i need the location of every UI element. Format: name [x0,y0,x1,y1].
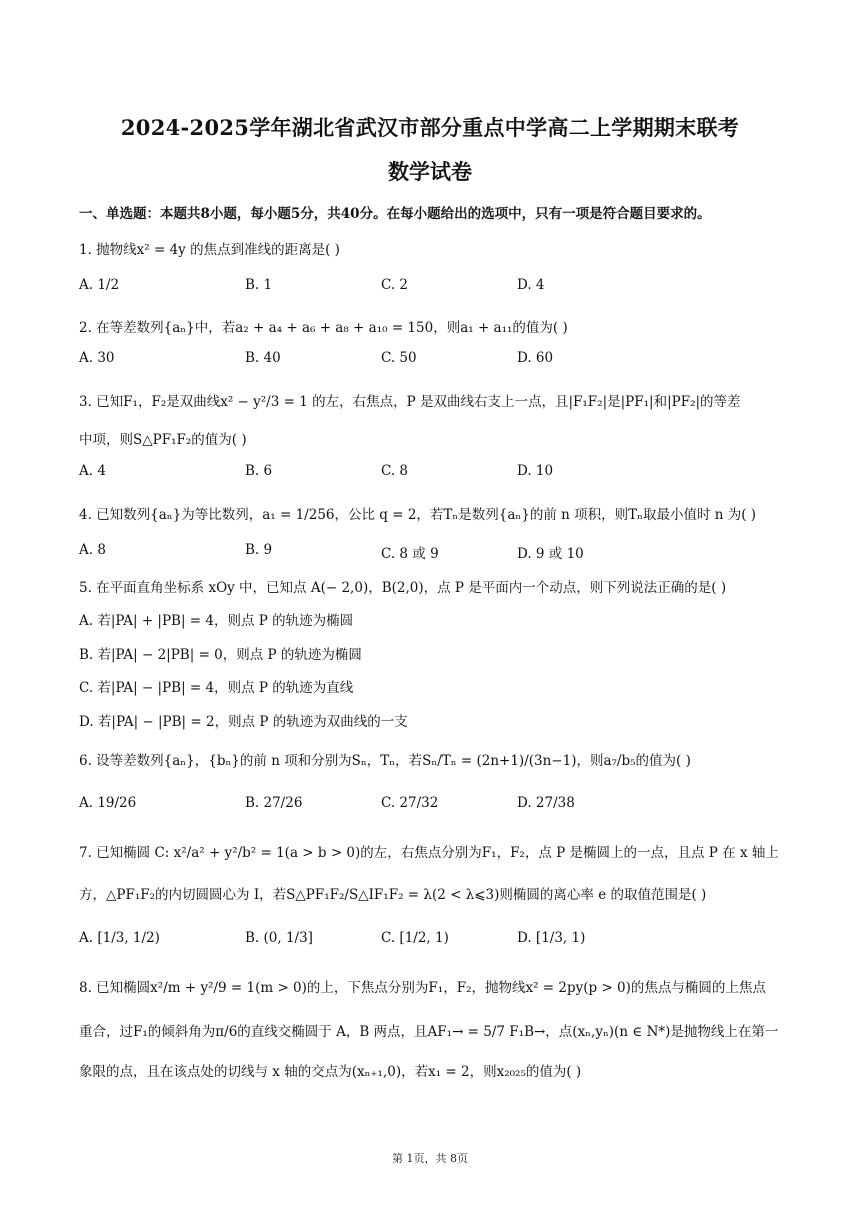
question-6-option-a: A. 19/26 [79,795,137,811]
question-6-option-c: C. 27/32 [381,795,439,811]
question-3-option-a: A. 4 [79,463,106,479]
question-5-option-d: D. 若|PA| − |PB| = 2，则点 P 的轨迹为双曲线的一支 [79,714,408,730]
question-7-option-d: D. [1/3, 1) [517,930,586,946]
question-8-stem-line-2: 重合，过F₁的倾斜角为π/6的直线交椭圆于 A，B 两点，且AF₁→ = 5/7 F₁B→，点(xₙ,yₙ)(n ∈ N*)是抛物线上在第一 [79,1024,779,1040]
question-4-option-a: A. 8 [79,542,106,558]
exam-subtitle: 数学试卷 [388,159,472,184]
question-3-stem-line-2: 中项，则S△PF₁F₂的值为( ) [79,432,247,448]
question-8-stem-line-1: 8. 已知椭圆x²/m + y²/9 = 1(m > 0)的上，下焦点分别为F₁，F₂，抛物线x² = 2py(p > 0)的焦点与椭圆的上焦点 [79,980,766,996]
exam-title: 2024-2025学年湖北省武汉市部分重点中学高二上学期期末联考 [120,115,740,140]
question-7-stem-line-1: 7. 已知椭圆 C: x²/a² + y²/b² = 1(a > b > 0)的左，右焦点分别为F₁，F₂，点 P 是椭圆上的一点，且点 P 在 x 轴上 [79,845,779,861]
question-7-option-a: A. [1/3, 1/2) [79,930,160,946]
question-5-option-a: A. 若|PA| + |PB| = 4，则点 P 的轨迹为椭圆 [79,613,354,629]
question-1-option-b: B. 1 [245,277,273,293]
question-7-option-b: B. (0, 1/3] [245,930,313,946]
question-3-stem-line-1: 3. 已知F₁，F₂是双曲线x² − y²/3 = 1 的左，右焦点，P 是双曲线右支上一点，且|F₁F₂|是|PF₁|和|PF₂|的等差 [79,394,741,410]
question-4-stem: 4. 已知数列{aₙ}为等比数列，a₁ = 1/256，公比 q = 2，若Tₙ是数列{aₙ}的前 n 项积，则Tₙ取最小值时 n 为( ) [79,507,757,523]
question-1-option-d: D. 4 [517,277,545,293]
question-2-option-b: B. 40 [245,350,281,366]
page-footer: 第 1页，共 8页 [392,1152,468,1165]
question-2-stem: 2. 在等差数列{aₙ}中，若a₂ + a₄ + a₆ + a₈ + a₁₀ = 150，则a₁ + a₁₁的值为( ) [79,320,568,336]
question-2-option-a: A. 30 [79,350,115,366]
question-7-option-c: C. [1/2, 1) [381,930,449,946]
question-2-option-d: D. 60 [517,350,554,366]
question-8-stem-line-3: 象限的点，且在该点处的切线与 x 轴的交点为(xₙ₊₁,0)，若x₁ = 2，则x₂₀₂₅的值为( ) [79,1064,582,1080]
question-5-option-c: C. 若|PA| − |PB| = 4，则点 P 的轨迹为直线 [79,680,354,696]
question-3-option-c: C. 8 [381,463,409,479]
section-heading: 一、单选题：本题共8小题，每小题5分，共40分。在每小题给出的选项中，只有一项是符合题目要求的。 [79,206,711,222]
question-3-option-d: D. 10 [517,463,554,479]
question-7-stem-line-2: 方，△PF₁F₂的内切圆圆心为 I，若S△PF₁F₂/S△IF₁F₂ = λ(2 < λ⩽3)则椭圆的离心率 e 的取值范围是( ) [79,887,707,903]
question-1-option-c: C. 2 [381,277,409,293]
question-6-option-d: D. 27/38 [517,795,575,811]
question-1-option-a: A. 1/2 [79,277,120,293]
question-2-option-c: C. 50 [381,350,417,366]
question-1-stem: 1. 抛物线x² = 4y 的焦点到准线的距离是( ) [79,242,340,258]
question-5-option-b: B. 若|PA| − 2|PB| = 0，则点 P 的轨迹为椭圆 [79,647,362,663]
question-6-option-b: B. 27/26 [245,795,303,811]
question-6-stem: 6. 设等差数列{aₙ}，{bₙ}的前 n 项和分别为Sₙ，Tₙ，若Sₙ/Tₙ = (2n+1)/(3n−1)，则a₇/b₅的值为( ) [79,753,691,769]
question-4-option-d: D. 9 或 10 [517,546,584,562]
question-3-option-b: B. 6 [245,463,273,479]
question-4-option-b: B. 9 [245,542,273,558]
question-4-option-c: C. 8 或 9 [381,546,439,562]
question-5-stem: 5. 在平面直角坐标系 xOy 中，已知点 A(− 2,0)，B(2,0)，点 P 是平面内一个动点，则下列说法正确的是( ) [79,580,727,596]
